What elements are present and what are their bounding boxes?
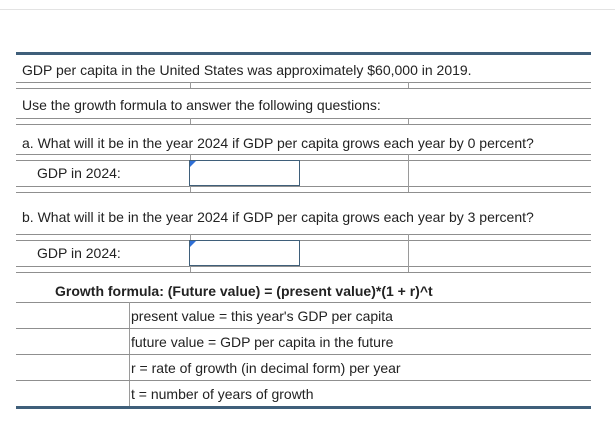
grid-line: [190, 266, 191, 272]
question-a-answer-field[interactable]: [189, 160, 300, 186]
formula-title: Growth formula: (Future value) = (present value)*(1 + r)^t: [55, 283, 433, 299]
input-indicator-icon: [190, 241, 196, 247]
grid-line: [408, 118, 409, 124]
worksheet: [16, 52, 591, 410]
grid-line: [408, 186, 409, 192]
question-a-answer-label: GDP in 2024:: [37, 165, 121, 181]
grid-line: [408, 82, 409, 88]
grid-line: [16, 266, 591, 267]
grid-line: [16, 160, 591, 161]
page-top-divider: [0, 9, 615, 10]
intro-fact: GDP per capita in the United States was approximately $60,000 in 2019.: [22, 62, 472, 78]
input-indicator-icon: [190, 161, 196, 167]
grid-line: [16, 234, 591, 235]
grid-line: [16, 88, 591, 89]
grid-line: [16, 186, 591, 187]
grid-line: [190, 186, 191, 192]
grid-line: [16, 82, 591, 83]
definition-years: t = number of years of growth: [131, 386, 314, 402]
grid-line: [190, 82, 191, 88]
definition-rate: r = rate of growth (in decimal form) per year: [131, 360, 401, 376]
question-a-answer-input[interactable]: [190, 161, 299, 185]
question-b-answer-field[interactable]: [189, 240, 300, 266]
grid-line: [16, 154, 591, 155]
question-b-answer-label: GDP in 2024:: [37, 245, 121, 261]
sheet-top-border: [16, 52, 591, 55]
definition-present-value: present value = this year's GDP per capita: [131, 308, 393, 324]
grid-line: [190, 118, 191, 124]
intro-instruction: Use the growth formula to answer the following questions:: [22, 97, 381, 113]
grid-line: [16, 192, 591, 193]
grid-line: [16, 380, 591, 381]
grid-line: [16, 124, 591, 125]
grid-line: [16, 354, 591, 355]
grid-line: [16, 328, 591, 329]
grid-line: [16, 240, 591, 241]
question-a-prompt: a. What will it be in the year 2024 if GDP per capita grows each year by 0 percent?: [22, 135, 534, 151]
grid-line: [16, 272, 591, 273]
grid-line: [16, 118, 591, 119]
grid-line: [408, 160, 409, 186]
grid-line: [16, 302, 591, 303]
grid-line: [408, 240, 409, 266]
grid-line: [408, 266, 409, 272]
question-b-prompt: b. What will it be in the year 2024 if GDP per capita grows each year by 3 percent?: [22, 209, 534, 225]
definition-future-value: future value = GDP per capita in the future: [131, 334, 394, 350]
question-b-answer-input[interactable]: [190, 241, 299, 265]
sheet-bottom-border: [16, 406, 591, 409]
